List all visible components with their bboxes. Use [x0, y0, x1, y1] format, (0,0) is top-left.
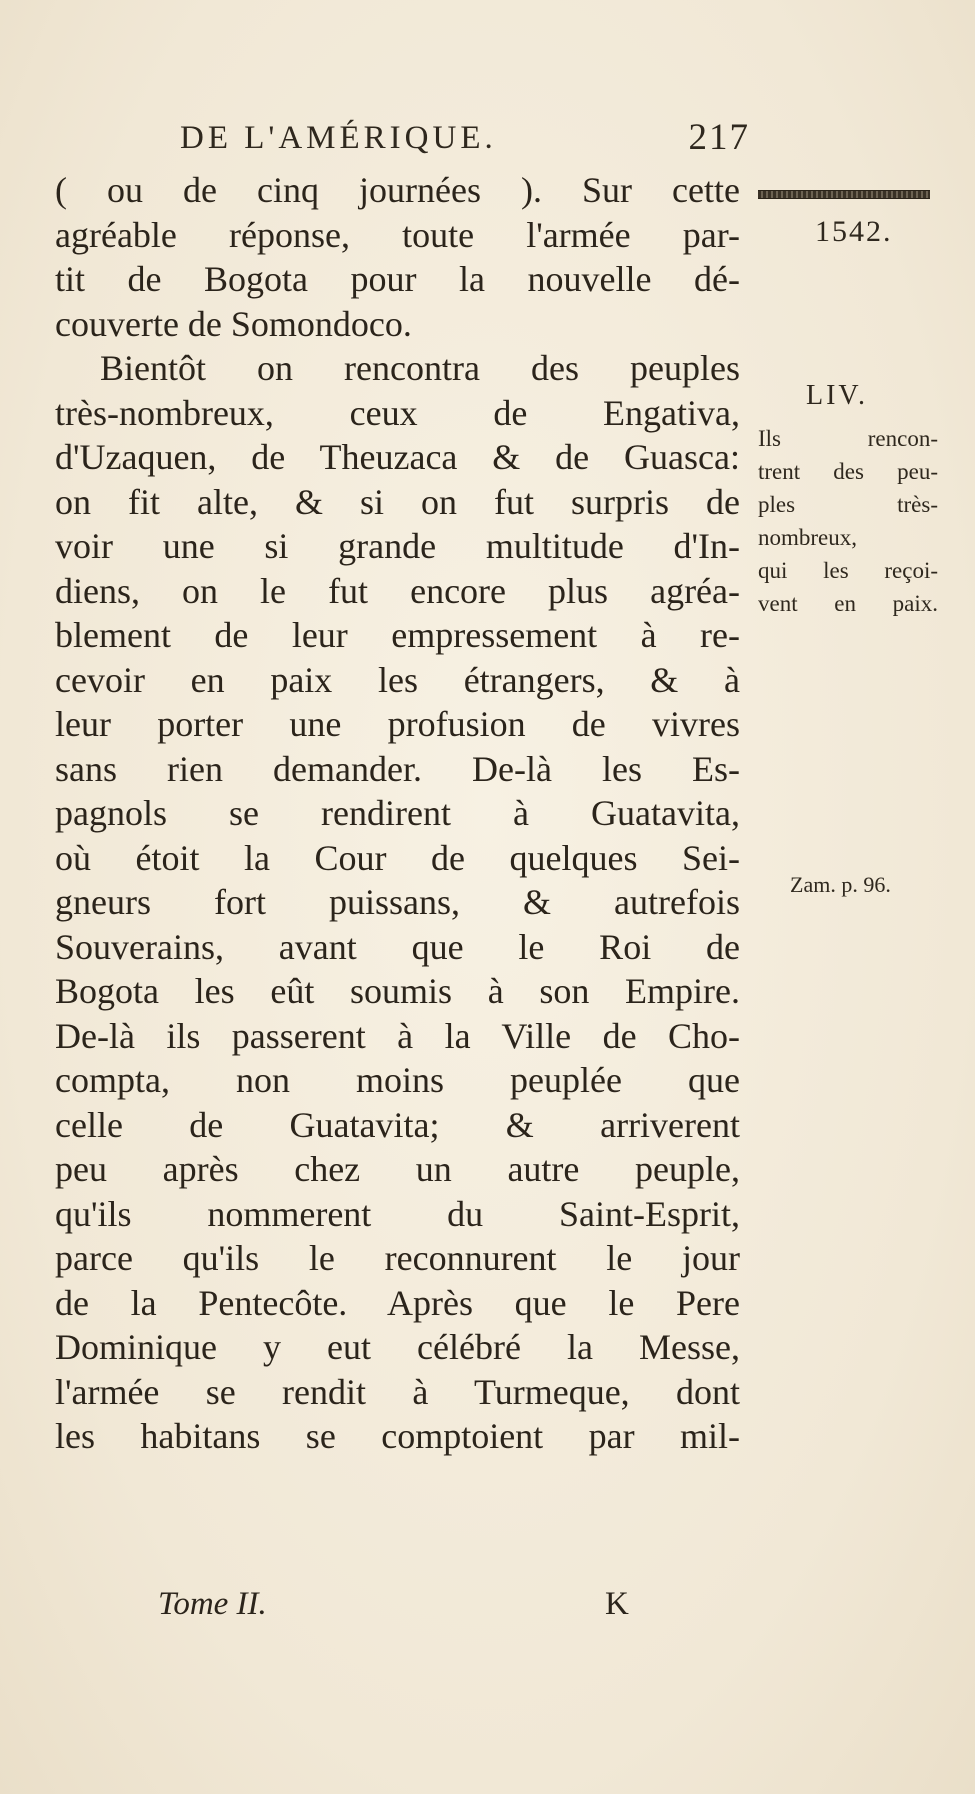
text-line: Souverains, avant que le Roi de	[55, 926, 740, 967]
text-line: parce qu'ils le reconnurent le jour	[55, 1238, 740, 1278]
text-line: qu'ils nommerent du Saint-Esprit,	[55, 1193, 740, 1234]
margin-year: 1542.	[815, 215, 893, 248]
text-line: diens, on le fut encore plus agréa-	[55, 570, 740, 611]
text-line: Dominique y eut célébré la Messe,	[55, 1327, 740, 1367]
text-line: très-nombreux, ceux de Engativa,	[55, 392, 740, 433]
margin-note-line: Ils rencon-	[758, 426, 938, 451]
text-line: couverte de Somondoco.	[55, 303, 412, 344]
text-line: d'Uzaquen, de Theuzaca & de Guasca:	[55, 437, 740, 477]
section-number: LIV.	[806, 380, 869, 411]
text-line: ( ou de cinq journées ). Sur cette	[55, 170, 740, 210]
text-line: sans rien demander. De-là les Es-	[55, 748, 740, 789]
text-line: blement de leur empressement à re-	[55, 615, 740, 655]
margin-reference: Zam. p. 96.	[790, 872, 891, 897]
margin-note-line: nombreux,	[758, 525, 858, 550]
volume-label: Tome II.	[158, 1586, 267, 1622]
margin-note-line: trent des peu-	[758, 459, 938, 484]
text-line: on fit alte, & si on fut surpris de	[55, 481, 740, 522]
text-line: celle de Guatavita; & arriverent	[55, 1104, 740, 1145]
ornamental-rule	[758, 190, 930, 199]
text-line: leur porter une profusion de vivres	[55, 704, 740, 744]
page-number: 217	[688, 117, 750, 158]
text-line: cevoir en paix les étrangers, & à	[55, 659, 740, 700]
text-line: agréable réponse, toute l'armée par-	[55, 214, 740, 255]
text-line: où étoit la Cour de quelques Sei-	[55, 837, 740, 878]
text-line: pagnols se rendirent à Guatavita,	[55, 793, 740, 833]
page-header	[150, 110, 750, 170]
text-line: gneurs fort puissans, & autrefois	[55, 882, 740, 922]
text-line: de la Pentecôte. Après que le Pere	[55, 1282, 740, 1323]
margin-note-line: qui les reçoi-	[758, 558, 938, 583]
text-line: De-là ils passerent à la Ville de Cho-	[55, 1015, 740, 1056]
margin-note	[758, 422, 938, 620]
page-footer	[0, 1586, 975, 1636]
text-line: tit de Bogota pour la nouvelle dé-	[55, 259, 740, 299]
running-title: DE L'AMÉRIQUE.	[180, 120, 497, 156]
margin-note-line: ples très-	[758, 492, 938, 517]
margin-note-line: vent en paix.	[758, 591, 938, 616]
text-line: Bogota les eût soumis à son Empire.	[55, 971, 740, 1011]
text-line: voir une si grande multitude d'In-	[55, 526, 740, 566]
text-line: les habitans se comptoient par mil-	[55, 1416, 740, 1456]
main-text	[55, 168, 740, 1459]
text-line: l'armée se rendit à Turmeque, dont	[55, 1371, 740, 1412]
signature-mark: K	[605, 1586, 629, 1622]
text-line: compta, non moins peuplée que	[55, 1060, 740, 1100]
text-line: Bientôt on rencontra des peuples	[100, 348, 740, 388]
text-line: peu après chez un autre peuple,	[55, 1149, 740, 1189]
